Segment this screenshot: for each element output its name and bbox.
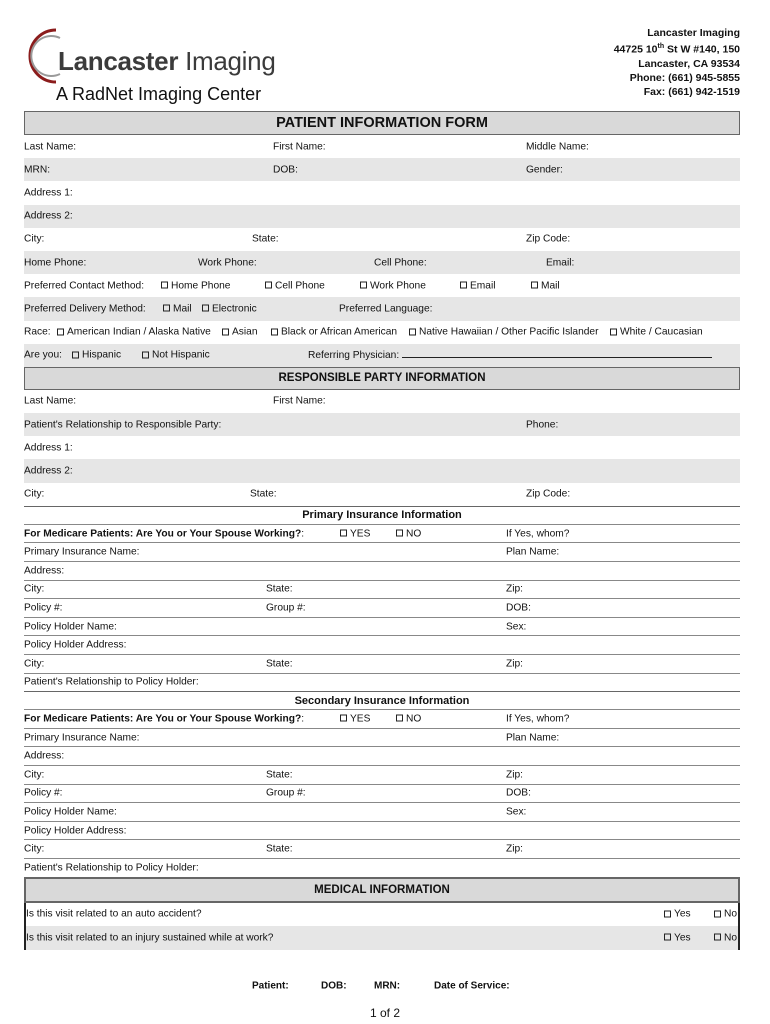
- option-label: Mail: [541, 280, 560, 292]
- checkbox-icon[interactable]: [271, 328, 278, 335]
- checkbox-icon[interactable]: [460, 282, 467, 289]
- first-name-field[interactable]: First Name:: [273, 141, 326, 153]
- row-city: [24, 228, 740, 251]
- row-resp-address1: [24, 436, 740, 459]
- row-pri-holder-city: [24, 654, 740, 673]
- logo-tagline: A RadNet Imaging Center: [56, 84, 262, 104]
- street-line: [614, 40, 740, 57]
- home-phone-field[interactable]: Home Phone:: [24, 257, 87, 269]
- footer-patient-label: Patient:: [252, 980, 289, 992]
- sec-no-option[interactable]: [396, 713, 421, 724]
- sec-zip-field[interactable]: Zip:: [506, 769, 523, 781]
- fax-line: Fax: (661) 942-1519: [643, 85, 740, 98]
- logo-name: [58, 46, 275, 77]
- secondary-insurance-title: Secondary Insurance Information: [24, 691, 740, 709]
- delivery-method-label: Preferred Delivery Method:: [24, 303, 146, 315]
- option-label: Yes: [674, 932, 691, 944]
- pri-holder-state-field[interactable]: State:: [266, 658, 293, 670]
- row-pri-holder: [24, 617, 740, 636]
- row-name: [24, 135, 740, 158]
- pri-medicare-question: [24, 528, 304, 539]
- email-field[interactable]: Email:: [546, 257, 575, 269]
- auto-accident-no-option[interactable]: [714, 909, 737, 920]
- phone-line: Phone: (661) 945-5855: [629, 71, 740, 84]
- address2-field[interactable]: Address 2:: [24, 210, 73, 222]
- pri-state-field[interactable]: State:: [266, 583, 293, 595]
- footer-dob-label: DOB:: [321, 980, 347, 992]
- sec-medicare-text: For Medicare Patients: Are You or Your Spouse Working?: [24, 713, 302, 725]
- sec-if-yes-field[interactable]: If Yes, whom?: [506, 713, 570, 725]
- row-phones: [24, 251, 740, 274]
- row-resp-city: [24, 483, 740, 506]
- resp-first-name-field[interactable]: First Name:: [273, 395, 326, 407]
- not-hispanic-option[interactable]: [142, 350, 210, 361]
- row-sec-policy: [24, 784, 740, 803]
- option-label: NO: [406, 528, 422, 540]
- street-prefix: 44725 10: [613, 43, 658, 56]
- row-mrn: [24, 158, 740, 181]
- row-resp-name: [24, 390, 740, 413]
- sec-relationship-field[interactable]: Patient's Relationship to Policy Holder:: [24, 862, 199, 874]
- responsible-party-title: RESPONSIBLE PARTY INFORMATION: [24, 367, 740, 390]
- sec-holder-name-field[interactable]: Policy Holder Name:: [24, 806, 117, 818]
- option-label: Not Hispanic: [152, 349, 210, 361]
- resp-last-name-field[interactable]: Last Name:: [24, 395, 77, 407]
- row-sec-name: [24, 728, 740, 747]
- row-resp-address2: [24, 459, 740, 482]
- row-sec-address: [24, 746, 740, 765]
- option-label: American Indian / Alaska Native: [67, 326, 211, 338]
- pri-zip-field[interactable]: Zip:: [506, 583, 523, 595]
- pri-holder-name-field[interactable]: Policy Holder Name:: [24, 621, 117, 633]
- resp-relationship-field[interactable]: Patient's Relationship to Responsible Party:: [24, 419, 222, 431]
- footer-date-of-service-label: Date of Service:: [434, 980, 510, 992]
- sec-medicare-question: [24, 713, 304, 724]
- auto-accident-question: Is this visit related to an auto accident?: [26, 908, 202, 920]
- checkbox-icon[interactable]: [340, 530, 347, 537]
- option-label: YES: [350, 528, 371, 540]
- resp-state-field[interactable]: State:: [250, 488, 277, 500]
- pri-plan-name-field[interactable]: Plan Name:: [506, 546, 560, 558]
- race-white-option[interactable]: [610, 327, 703, 338]
- clinic-address: [614, 26, 740, 99]
- street-suffix: St W #140, 150: [664, 43, 740, 56]
- row-sec-holder: [24, 802, 740, 821]
- work-injury-question: Is this visit related to an injury sustained while at work?: [26, 932, 274, 944]
- are-you-label: Are you:: [24, 349, 62, 361]
- primary-insurance-title: Primary Insurance Information: [24, 506, 740, 524]
- pri-medicare-colon: :: [301, 528, 305, 540]
- checkbox-icon[interactable]: [57, 328, 64, 335]
- medical-information-title: MEDICAL INFORMATION: [24, 877, 740, 903]
- checkbox-icon[interactable]: [202, 305, 209, 312]
- race-native-american-option[interactable]: [57, 327, 211, 338]
- option-label: YES: [350, 713, 371, 725]
- pri-holder-address-field[interactable]: Policy Holder Address:: [24, 639, 127, 651]
- sec-holder-address-field[interactable]: Policy Holder Address:: [24, 825, 127, 837]
- sec-holder-city-field[interactable]: City:: [24, 843, 45, 855]
- sec-dob-field[interactable]: DOB:: [506, 787, 531, 799]
- row-work-injury: [24, 926, 740, 950]
- work-injury-yes-option[interactable]: [664, 932, 691, 943]
- checkbox-icon[interactable]: [714, 934, 721, 941]
- sec-group-field[interactable]: Group #:: [266, 787, 306, 799]
- row-pri-name: [24, 542, 740, 561]
- work-injury-no-option[interactable]: [714, 932, 737, 943]
- footer-mrn-label: MRN:: [374, 980, 401, 992]
- pri-city-field[interactable]: City:: [24, 583, 45, 595]
- last-name-field[interactable]: Last Name:: [24, 141, 77, 153]
- row-pri-holder-address: [24, 635, 740, 654]
- pri-no-option[interactable]: [396, 528, 421, 539]
- checkbox-icon[interactable]: [664, 910, 671, 917]
- city-field[interactable]: City:: [24, 233, 45, 245]
- checkbox-icon[interactable]: [142, 351, 149, 358]
- row-pri-medicare: [24, 524, 740, 543]
- checkbox-icon[interactable]: [360, 282, 367, 289]
- row-resp-relationship: [24, 413, 740, 436]
- resp-phone-field[interactable]: Phone:: [526, 419, 559, 431]
- option-label: Cell Phone: [275, 280, 325, 292]
- checkbox-icon[interactable]: [664, 934, 671, 941]
- state-field[interactable]: State:: [252, 233, 279, 245]
- referring-physician-label: Referring Physician:: [308, 350, 400, 362]
- option-label: Home Phone: [171, 280, 231, 292]
- race-black-option[interactable]: [271, 327, 397, 338]
- contact-mail-option[interactable]: [531, 280, 560, 291]
- resp-address1-field[interactable]: Address 1:: [24, 442, 73, 454]
- sec-insurance-name-field[interactable]: Primary Insurance Name:: [24, 732, 140, 744]
- sec-city-field[interactable]: City:: [24, 769, 45, 781]
- option-label: Hispanic: [82, 349, 122, 361]
- sec-medicare-colon: :: [301, 713, 305, 725]
- mrn-field[interactable]: MRN:: [24, 164, 51, 176]
- pri-holder-city-field[interactable]: City:: [24, 658, 45, 670]
- contact-cell-phone-option[interactable]: [265, 280, 325, 291]
- dob-field[interactable]: DOB:: [273, 164, 298, 176]
- work-phone-field[interactable]: Work Phone:: [198, 257, 257, 269]
- checkbox-icon[interactable]: [163, 305, 170, 312]
- contact-email-option[interactable]: [460, 280, 495, 291]
- option-label: No: [724, 932, 738, 944]
- row-pri-city: [24, 580, 740, 599]
- option-label: Black or African American: [281, 326, 398, 338]
- header: [24, 22, 740, 110]
- row-address1: [24, 181, 740, 204]
- resp-address2-field[interactable]: Address 2:: [24, 465, 73, 477]
- checkbox-icon[interactable]: [265, 282, 272, 289]
- checkbox-icon[interactable]: [396, 530, 403, 537]
- delivery-mail-option[interactable]: [163, 303, 192, 314]
- row-pri-relationship: [24, 673, 740, 692]
- referring-physician-field[interactable]: [308, 349, 712, 361]
- option-label: Electronic: [212, 303, 257, 315]
- sec-holder-zip-field[interactable]: Zip:: [506, 843, 523, 855]
- resp-zip-field[interactable]: Zip Code:: [526, 488, 571, 500]
- checkbox-icon[interactable]: [610, 328, 617, 335]
- row-contact-method: [24, 274, 740, 297]
- contact-home-phone-option[interactable]: [161, 280, 230, 291]
- middle-name-field[interactable]: Middle Name:: [526, 141, 589, 153]
- row-sec-holder-address: [24, 821, 740, 840]
- checkbox-icon[interactable]: [396, 715, 403, 722]
- pri-relationship-field[interactable]: Patient's Relationship to Policy Holder:: [24, 676, 199, 688]
- checkbox-icon[interactable]: [222, 328, 229, 335]
- pri-policy-field[interactable]: Policy #:: [24, 602, 63, 614]
- pri-address-field[interactable]: Address:: [24, 565, 65, 577]
- zip-field[interactable]: Zip Code:: [526, 233, 571, 245]
- logo-name-bold: Lancaster: [58, 46, 179, 76]
- pri-group-field[interactable]: Group #:: [266, 602, 306, 614]
- option-label: White / Caucasian: [620, 326, 703, 338]
- hispanic-option[interactable]: [72, 350, 121, 361]
- auto-accident-yes-option[interactable]: [664, 909, 691, 920]
- race-pacific-islander-option[interactable]: [409, 327, 599, 338]
- checkbox-icon[interactable]: [72, 351, 79, 358]
- sec-policy-field[interactable]: Policy #:: [24, 787, 63, 799]
- logo: [24, 22, 276, 106]
- cell-phone-field[interactable]: Cell Phone:: [374, 257, 427, 269]
- option-label: Mail: [173, 303, 192, 315]
- checkbox-icon[interactable]: [409, 328, 416, 335]
- option-label: No: [724, 908, 738, 920]
- city-line: Lancaster, CA 93534: [638, 57, 740, 70]
- race-asian-option[interactable]: [222, 327, 257, 338]
- logo-name-light: Imaging: [185, 46, 276, 76]
- checkbox-icon[interactable]: [161, 282, 168, 289]
- resp-city-field[interactable]: City:: [24, 488, 45, 500]
- row-sec-relationship: [24, 858, 740, 877]
- referring-physician-line[interactable]: [402, 349, 712, 358]
- page-footer: [0, 979, 770, 993]
- sec-holder-state-field[interactable]: State:: [266, 843, 293, 855]
- row-auto-accident: [24, 903, 740, 927]
- option-label: Work Phone: [370, 280, 426, 292]
- page-number: 1 of 2: [369, 1006, 401, 1020]
- row-sec-medicare: [24, 709, 740, 728]
- contact-work-phone-option[interactable]: [360, 280, 426, 291]
- patient-form: [24, 111, 740, 950]
- sec-address-field[interactable]: Address:: [24, 750, 65, 762]
- org-name: Lancaster Imaging: [647, 27, 740, 39]
- sec-plan-name-field[interactable]: Plan Name:: [506, 732, 560, 744]
- checkbox-icon[interactable]: [714, 910, 721, 917]
- checkbox-icon[interactable]: [340, 715, 347, 722]
- row-address2: [24, 205, 740, 228]
- pri-if-yes-field[interactable]: If Yes, whom?: [506, 528, 570, 540]
- address1-field[interactable]: Address 1:: [24, 187, 73, 199]
- row-pri-policy: [24, 598, 740, 617]
- pri-dob-field[interactable]: DOB:: [506, 602, 531, 614]
- pri-sex-field[interactable]: Sex:: [506, 621, 527, 633]
- row-sec-holder-city: [24, 839, 740, 858]
- preferred-language-field[interactable]: Preferred Language:: [339, 303, 433, 315]
- option-label: Asian: [232, 326, 258, 338]
- contact-method-label: Preferred Contact Method:: [24, 280, 145, 292]
- row-race: [24, 321, 740, 344]
- row-pri-address: [24, 561, 740, 580]
- row-delivery-method: [24, 297, 740, 320]
- checkbox-icon[interactable]: [531, 282, 538, 289]
- delivery-electronic-option[interactable]: [202, 303, 257, 314]
- option-label: Native Hawaiian / Other Pacific Islander: [419, 326, 599, 338]
- street-sup: th: [657, 43, 665, 50]
- option-label: NO: [406, 713, 422, 725]
- option-label: Yes: [674, 908, 691, 920]
- option-label: Email: [470, 280, 496, 292]
- sec-sex-field[interactable]: Sex:: [506, 806, 527, 818]
- sec-state-field[interactable]: State:: [266, 769, 293, 781]
- pri-holder-zip-field[interactable]: Zip:: [506, 658, 523, 670]
- row-sec-city: [24, 765, 740, 784]
- gender-field[interactable]: Gender:: [526, 164, 563, 176]
- race-label: Race:: [24, 326, 51, 338]
- row-ethnicity: [24, 344, 740, 367]
- pri-medicare-text: For Medicare Patients: Are You or Your Spouse Working?: [24, 528, 302, 540]
- pri-insurance-name-field[interactable]: Primary Insurance Name:: [24, 546, 140, 558]
- pri-yes-option[interactable]: [340, 528, 370, 539]
- form-title: PATIENT INFORMATION FORM: [24, 111, 740, 135]
- sec-yes-option[interactable]: [340, 713, 370, 724]
